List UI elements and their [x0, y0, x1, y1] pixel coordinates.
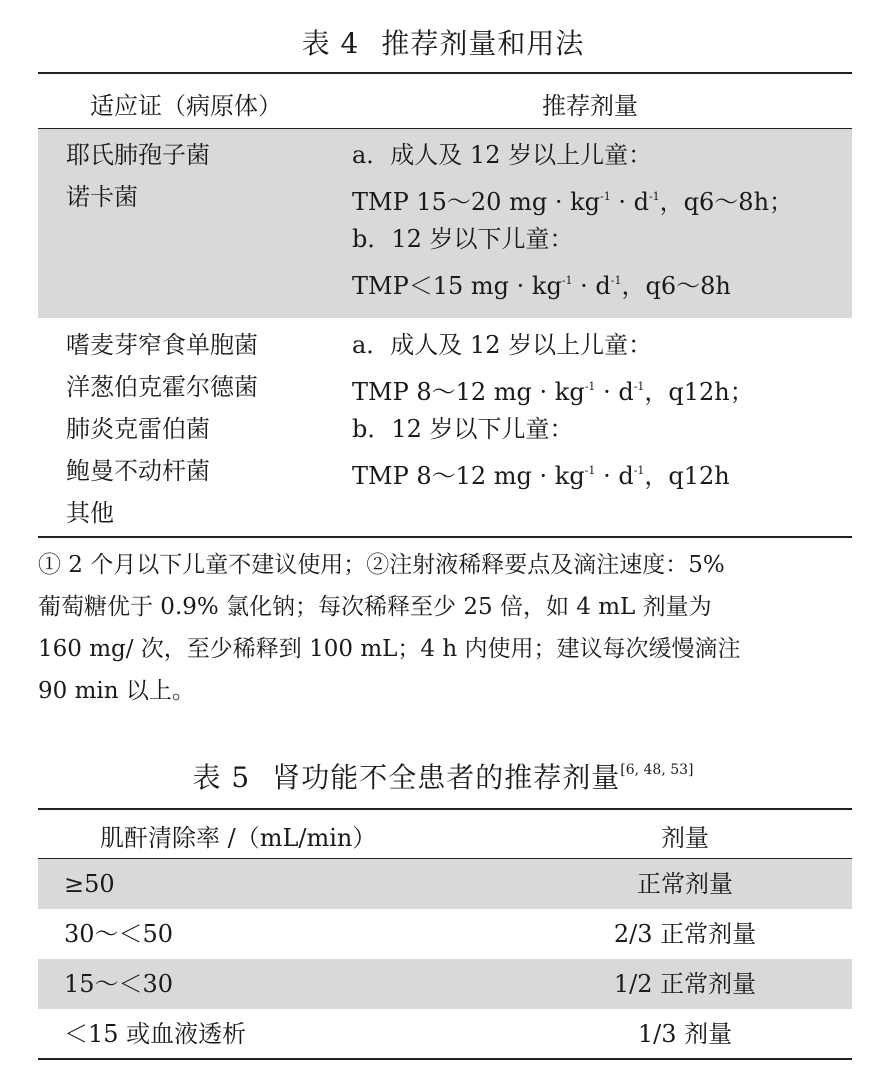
pathogen-name: 耶氏肺孢子菌	[66, 141, 210, 169]
table4-footnote	[38, 544, 852, 712]
ccr-value: 15～＜30	[64, 970, 174, 998]
ccr-value: ＜15 或血液透析	[64, 1020, 247, 1048]
dose-group-label: a．成人及 12 岁以上儿童：	[352, 141, 653, 169]
table-row	[38, 909, 852, 959]
pathogen-name: 嗜麦芽窄食单胞菌	[66, 331, 258, 359]
dose-group-label: b．12 岁以下儿童：	[352, 415, 574, 443]
dose-regimen: TMP 8～12 mg · $kg^{-1} \cdot d^{-1}$，q12h；	[352, 378, 754, 406]
table-row	[38, 859, 852, 909]
table4-bottom-rule	[38, 536, 852, 538]
footnote-line: 160 mg/ 次，至少稀释到 100 mL；4 h 内使用；建议每次缓慢滴注	[38, 636, 741, 662]
dose-value: 1/2 正常剂量	[613, 970, 757, 998]
dose-regimen: TMP 8～12 mg · $kg^{-1} \cdot d^{-1}$，q12h	[352, 462, 730, 490]
table5-header-col1: 肌酐清除率 /（mL/min）	[100, 824, 377, 852]
footnote-line: 葡萄糖优于 0.9% 氯化钠；每次稀释至少 25 倍，如 4 mL 剂量为	[38, 594, 712, 620]
table5-caption-reference: [6, 48, 53]	[620, 762, 694, 778]
dose-regimen: TMP＜15 mg · $kg^{-1} \cdot d^{-1}$，q6～8h	[352, 272, 731, 300]
table5-header-col2: 剂量	[661, 824, 709, 852]
ccr-value: 30～＜50	[64, 920, 174, 948]
table4-caption	[0, 22, 886, 62]
dose-regimen: TMP 15～20 mg · $kg^{-1} \cdot d^{-1}$，q6～8h；	[352, 188, 794, 216]
footnote-line: ① 2 个月以下儿童不建议使用；②注射液稀释要点及滴注速度：5%	[38, 552, 725, 578]
table4-row2-pathogens	[66, 324, 258, 534]
pathogen-name: 诺卡菌	[66, 183, 138, 211]
pathogen-name: 其他	[66, 499, 114, 527]
table4-row1-pathogens	[66, 134, 210, 218]
table4-caption-title: 推荐剂量和用法	[381, 27, 585, 60]
pathogen-name: 肺炎克雷伯菌	[66, 415, 210, 443]
dose-value: 2/3 正常剂量	[613, 920, 757, 948]
footnote-line: 90 min 以上。	[38, 678, 195, 704]
table4-row1-dose	[352, 134, 793, 302]
table4-top-rule	[38, 72, 852, 74]
dose-value: 1/3 剂量	[637, 1020, 733, 1048]
table5-caption-number: 表 5	[192, 761, 251, 794]
table4-header-col2: 推荐剂量	[542, 92, 638, 120]
table-row	[38, 1009, 852, 1059]
dose-value: 正常剂量	[637, 870, 733, 898]
pathogen-name: 洋葱伯克霍尔德菌	[66, 373, 258, 401]
table4-header-col1: 适应证（病原体）	[90, 92, 282, 120]
table4-row2-dose	[352, 324, 754, 492]
table5-caption-title: 肾功能不全患者的推荐剂量	[272, 761, 621, 794]
pathogen-name: 鲍曼不动杆菌	[66, 457, 210, 485]
dose-group-label: b．12 岁以下儿童：	[352, 225, 574, 253]
ccr-value: ≥50	[64, 870, 115, 898]
dose-group-label: a．成人及 12 岁以上儿童：	[352, 331, 653, 359]
table-row	[38, 959, 852, 1009]
table5-top-rule	[38, 808, 852, 810]
table4-caption-number: 表 4	[301, 27, 360, 60]
table5-bottom-rule	[38, 1058, 852, 1060]
table5-caption	[0, 756, 886, 796]
